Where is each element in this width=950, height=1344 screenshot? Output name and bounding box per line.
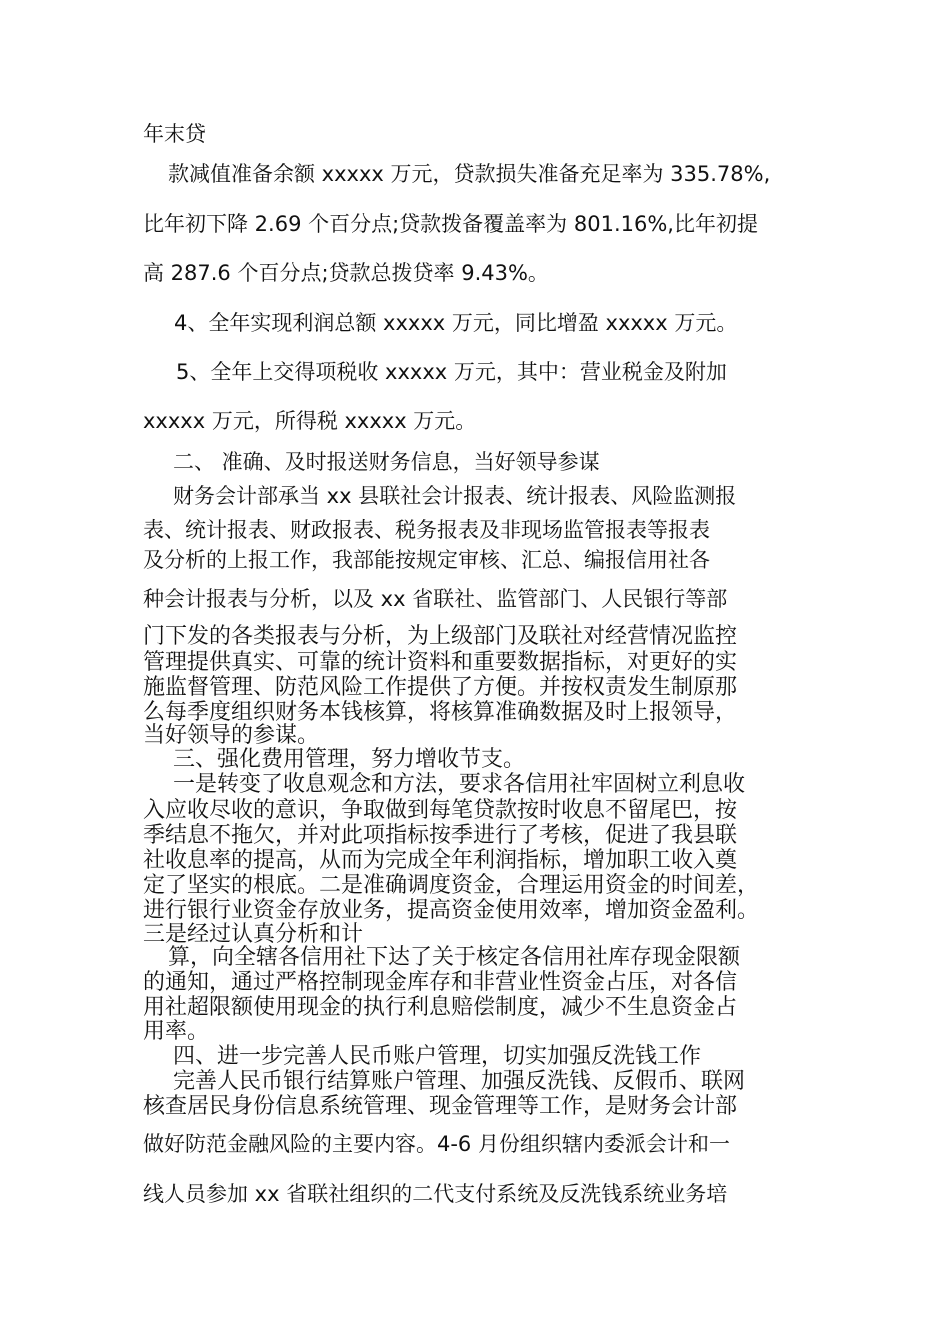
text-line: 核查居民身份信息系统管理、现金管理等工作，是财务会计部 <box>143 1094 738 1119</box>
text-line: 4、全年实现利润总额 xxxxx 万元，同比增盈 xxxxx 万元。 <box>174 311 738 335</box>
text-line: 5、全年上交得项税收 xxxxx 万元，其中：营业税金及附加 <box>176 360 727 384</box>
text-line: 的通知，通过严格控制现金库存和非营业性资金占压，对各信 <box>143 970 738 995</box>
text-line: 定了坚实的根底。二是准确调度资金，合理运用资金的时间差， <box>143 873 760 898</box>
text-line: 比年初下降 2.69 个百分点;贷款拨备覆盖率为 801.16%,比年初提 <box>143 212 758 236</box>
text-line: 种会计报表与分析，以及 xx 省联社、监管部门、人民银行等部 <box>143 587 728 611</box>
text-line: 么每季度组织财务本钱核算，将核算准确数据及时上报领导， <box>143 700 738 725</box>
text-line: 财务会计部承当 xx 县联社会计报表、统计报表、风险监测报 <box>173 484 737 508</box>
text-line: 款减值准备余额 xxxxx 万元，贷款损失准备充足率为 335.78%, <box>168 162 771 186</box>
text-line: xxxxx 万元，所得税 xxxxx 万元。 <box>143 409 477 433</box>
text-line: 三是经过认真分析和计 <box>143 922 364 947</box>
text-line: 社收息率的提高，从而为完成全年利润指标，增加职工收入奠 <box>143 848 738 873</box>
text-line: 季结息不拖欠，并对此项指标按季进行了考核，促进了我县联 <box>143 823 738 848</box>
section-heading: 三、强化费用管理，努力增收节支。 <box>173 747 526 772</box>
section-heading: 四、进一步完善人民币账户管理，切实加强反洗钱工作 <box>173 1044 702 1069</box>
text-line: 年末贷 <box>143 122 206 146</box>
text-line: 算，向全辖各信用社下达了关于核定各信用社库存现金限额 <box>168 945 741 970</box>
text-line: 进行银行业资金存放业务，提高资金使用效率，增加资金盈利。 <box>143 898 760 923</box>
text-line: 用社超限额使用现金的执行利息赔偿制度，减少不生息资金占 <box>143 995 738 1020</box>
text-line: 入应收尽收的意识，争取做到每笔贷款按时收息不留尾巴，按 <box>143 798 738 823</box>
text-line: 一是转变了收息观念和方法，要求各信用社牢固树立利息收 <box>173 772 746 797</box>
text-line: 施监督管理、防范风险工作提供了方便。并按权责发生制原那 <box>143 675 738 700</box>
text-line: 完善人民币银行结算账户管理、加强反洗钱、反假币、联网 <box>173 1069 746 1094</box>
text-line: 管理提供真实、可靠的统计资料和重要数据指标，对更好的实 <box>143 650 738 675</box>
section-heading: 二、 准确、及时报送财务信息，当好领导参谋 <box>173 450 600 474</box>
text-line: 高 287.6 个百分点;贷款总拨贷率 9.43%。 <box>143 261 549 285</box>
text-line: 及分析的上报工作，我部能按规定审核、汇总、编报信用社各 <box>143 548 710 572</box>
text-line: 当好领导的参谋。 <box>143 723 320 748</box>
text-line: 线人员参加 xx 省联社组织的二代支付系统及反洗钱系统业务培 <box>143 1182 728 1206</box>
text-line: 做好防范金融风险的主要内容。4-6 月份组织辖内委派会计和一 <box>143 1132 730 1156</box>
text-line: 门下发的各类报表与分析，为上级部门及联社对经营情况监控 <box>143 624 738 649</box>
text-line: 表、统计报表、财政报表、税务报表及非现场监管报表等报表 <box>143 518 710 542</box>
text-line: 用率。 <box>143 1019 210 1044</box>
